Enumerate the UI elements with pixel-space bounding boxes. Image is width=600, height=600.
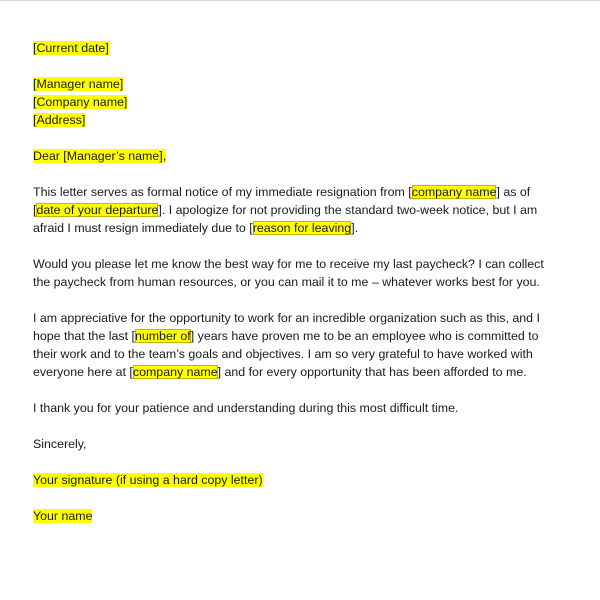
company-name-field-2: company name — [132, 365, 218, 379]
company-name-line — [33, 93, 553, 111]
text-run: hope that the last [ — [33, 329, 135, 343]
company-name-field: company name — [411, 185, 497, 199]
paragraph-1-line-1 — [33, 183, 553, 201]
salutation — [33, 147, 553, 165]
text-run: ]. I apologize for not providing the standard two-week notice, but I am — [158, 203, 538, 217]
paragraph-3-line-2 — [33, 327, 553, 345]
paragraph-1-line-2 — [33, 201, 553, 219]
current-date-placeholder: [Current date] — [33, 41, 109, 55]
paragraph-2-line-2: the paycheck from human resources, or you can mail it to me – whatever works best for you. — [33, 275, 540, 289]
text-run: [ — [33, 203, 37, 217]
text-run: ] and for every opportunity that has been afforded to me. — [217, 365, 527, 379]
resignation-letter — [33, 39, 553, 525]
date-line — [33, 39, 553, 57]
paragraph-4: I thank you for your patience and understanding during this most difficult time. — [33, 401, 459, 415]
manager-name-placeholder: [Manager name] — [33, 77, 124, 91]
text-run: This letter serves as formal notice of my immediate resignation from [ — [33, 185, 412, 199]
salutation-placeholder: Dear [Manager’s name], — [33, 149, 167, 163]
manager-name-line — [33, 75, 553, 93]
paragraph-1-line-3 — [33, 219, 553, 237]
text-run: ] as of — [496, 185, 531, 199]
closing: Sincerely, — [33, 437, 87, 451]
text-run: everyone here at [ — [33, 365, 133, 379]
paragraph-3-line-4 — [33, 363, 553, 381]
text-run: afraid I must resign immediately due to [ — [33, 221, 253, 235]
departure-date-field: date of your departure — [36, 203, 159, 217]
text-run: ]. — [351, 221, 359, 235]
company-name-placeholder: [Company name] — [33, 95, 128, 109]
reason-for-leaving-field: reason for leaving — [252, 221, 352, 235]
paragraph-2-line-1: Would you please let me know the best way for me to receive my last paycheck? I can collect — [33, 257, 544, 271]
address-placeholder: [Address] — [33, 113, 86, 127]
your-name-placeholder: Your name — [33, 509, 93, 523]
number-of-years-field: number of — [134, 329, 191, 343]
paragraph-3-line-3: their work and to the team’s goals and objectives. I am so very grateful to have worked with — [33, 347, 533, 361]
signature-placeholder: Your signature (if using a hard copy letter) — [33, 473, 263, 487]
signature-line — [33, 471, 553, 489]
text-run: ] years have proven me to be an employee who is committed to — [190, 329, 539, 343]
your-name-line — [33, 507, 553, 525]
address-line — [33, 111, 553, 129]
paragraph-3-line-1: I am appreciative for the opportunity to work for an incredible organization such as this, and I — [33, 311, 540, 325]
